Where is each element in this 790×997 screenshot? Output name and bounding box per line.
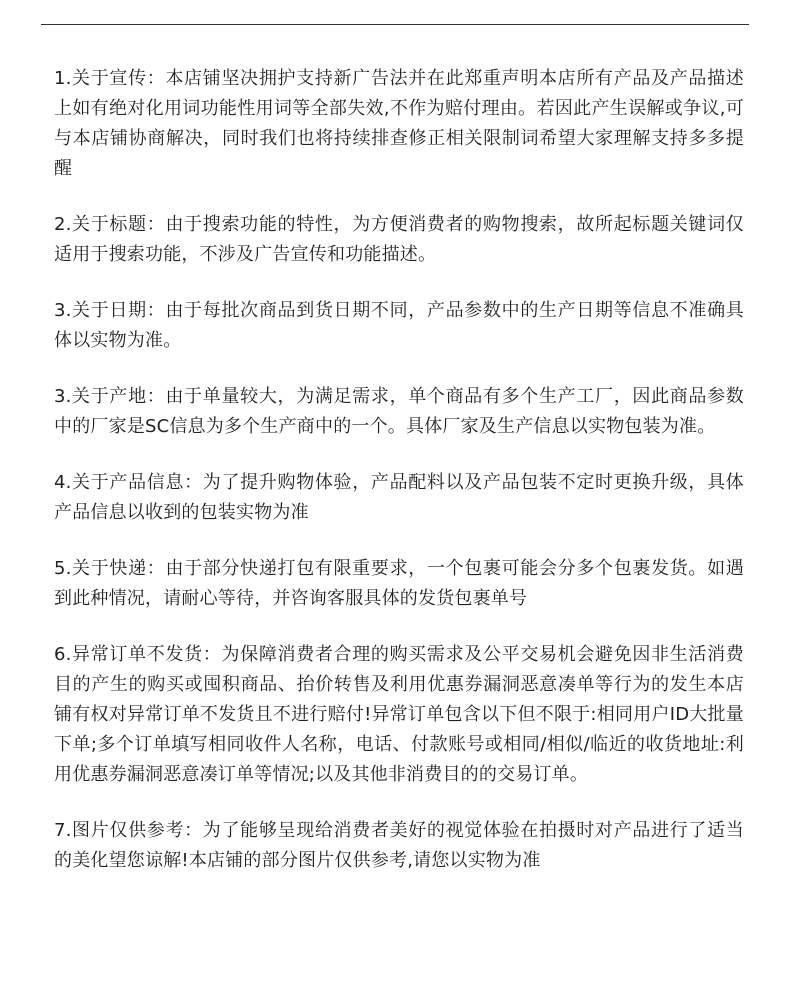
notice-express: 5.关于快递：由于部分快递打包有限重要求，一个包裹可能会分多个包裹发货。如遇到此种情况，请耐心等待，并咨询客服具体的发货包裹单号 <box>54 558 744 609</box>
notice-title: 2.关于标题：由于搜索功能的特性，为方便消费者的购物搜索，故所起标题关键词仅适用于搜索功能，不涉及广告宣传和功能描述。 <box>54 214 744 265</box>
notice-publicity: 1.关于宣传：本店铺坚决拥护支持新广告法并在此郑重声明本店所有产品及产品描述上如有绝对化用词功能性用词等全部失效,不作为赔付理由。若因此产生误解或争议,可与本店铺协商解决，同时我们也将持续排查修正相关限制词希望大家理解支持多多提醒 <box>54 68 744 179</box>
notice-product-info: 4.关于产品信息：为了提升购物体验，产品配料以及产品包装不定时更换升级，具体产品信息以收到的包装实物为准 <box>54 472 744 523</box>
notice-abnormal-orders: 6.异常订单不发货：为保障消费者合理的购买需求及公平交易机会避免因非生活消费目的产生的购买或囤积商品、抬价转售及利用优惠券漏洞恶意凑单等行为的发生本店铺有权对异常订单不发货且不进行赔付!异常订单包含以下但不限于:相同用户ID大批量下单;多个订单填写相同收件人名称，电话、付款账号或相同/相似/临近的收货地址:利用优惠券漏洞恶意凑订单等情况;以及其他非消费目的的交易订单。 <box>54 644 744 785</box>
notice-origin: 3.关于产地：由于单量较大，为满足需求，单个商品有多个生产工厂，因此商品参数中的厂家是SC信息为多个生产商中的一个。具体厂家及生产信息以实物包装为准。 <box>54 386 744 437</box>
notice-date: 3.关于日期：由于每批次商品到货日期不同，产品参数中的生产日期等信息不准确具体以实物为准。 <box>54 300 744 351</box>
notice-images: 7.图片仅供参考：为了能够呈现给消费者美好的视觉体验在拍摄时对产品进行了适当的美化望您谅解!本店铺的部分图片仅供参考,请您以实物为准 <box>54 820 744 871</box>
notice-list <box>54 64 744 876</box>
top-divider <box>41 24 749 25</box>
